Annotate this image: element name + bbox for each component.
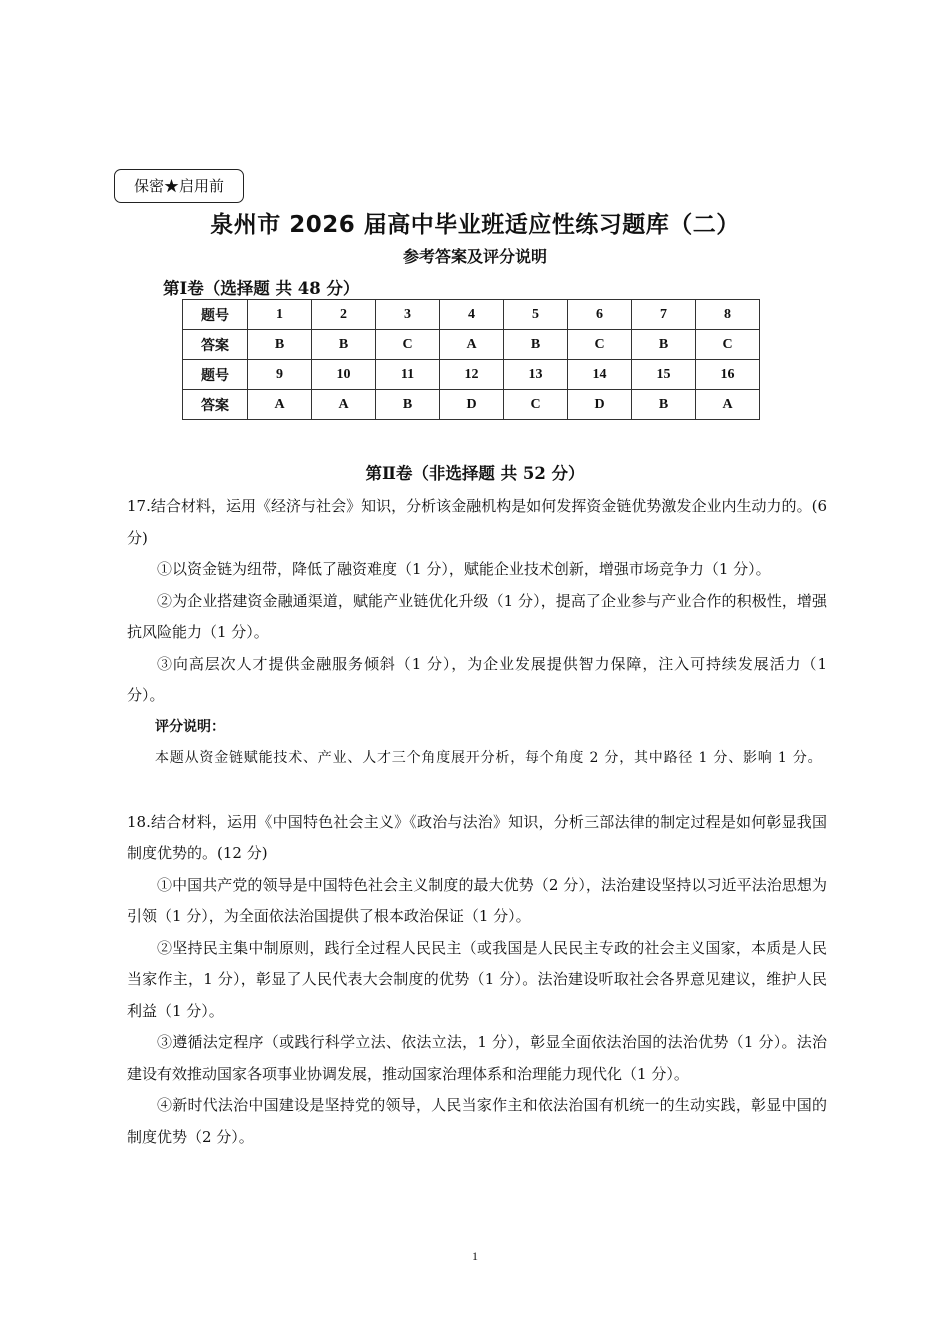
q17-point: ①以资金链为纽带，降低了融资难度（1 分），赋能企业技术创新，增强市场竞争力（1 分）。 [157,560,771,578]
section-2-title: 第Ⅱ卷（非选择题 共 52 分） [365,464,585,483]
answer-table-row-header: 答案 [183,390,248,420]
answer-table-cell: 13 [504,360,568,390]
answer-table-cell: B [376,390,440,420]
answer-table-row [183,360,760,390]
answer-table-cell: D [440,390,504,420]
answer-table-cell: D [568,390,632,420]
page-title: 泉州市 2026 届高中毕业班适应性练习题库（二） [210,212,740,238]
answer-table-row-header: 答案 [183,330,248,360]
q18-point: ①中国共产党的领导是中国特色社会主义制度的最大优势（2 分），法治建设坚持以习近平法治思想为引领（1 分），为全面依法治国提供了根本政治保证（1 分）。 [127,875,827,925]
answer-table-cell: B [632,390,696,420]
answer-table-cell: C [376,330,440,360]
page-subtitle: 参考答案及评分说明 [402,247,547,266]
q17-note-title: 评分说明： [155,718,225,735]
answer-table-cell: B [504,330,568,360]
answer-table-cell: 5 [504,300,568,330]
answer-table-row [183,330,760,360]
answer-table-row-header: 题号 [183,360,248,390]
answer-table-cell: A [248,390,312,420]
answer-table-cell: 11 [376,360,440,390]
answer-table-cell: B [632,330,696,360]
answer-table-row [183,390,760,420]
q17-point: ③向高层次人才提供金融服务倾斜（1 分），为企业发展提供智力保障，注入可持续发展活力（1 分）。 [127,654,827,704]
q18-point: ④新时代法治中国建设是坚持党的领导，人民当家作主和依法治国有机统一的生动实践，彰显中国的制度优势（2 分）。 [127,1096,827,1146]
q17-note: 本题从资金链赋能技术、产业、人才三个角度展开分析，每个角度 2 分，其中路径 1 分、影响 1 分。 [155,750,823,766]
answer-table-row-header: 题号 [183,300,248,330]
section-1-title: 第Ⅰ卷（选择题 共 48 分） [163,279,360,298]
answer-table-cell: 16 [696,360,760,390]
page-number: 1 [472,1249,478,1263]
answer-table-cell: A [696,390,760,420]
answer-table-cell: A [440,330,504,360]
answer-table-cell: A [312,390,376,420]
answer-table-cell: 2 [312,300,376,330]
answer-table-cell: 14 [568,360,632,390]
q18-point: ②坚持民主集中制原则，践行全过程人民民主（或我国是人民民主专政的社会主义国家，本质是人民当家作主，1 分），彰显了人民代表大会制度的优势（1 分）。法治建设听取社会各界意见建议，维护人民利益（1 分）。 [127,938,827,1020]
answer-table-cell: C [696,330,760,360]
answer-table-cell: B [312,330,376,360]
answer-table-cell: 8 [696,300,760,330]
confidential-stamp: 保密★启用前 [114,169,244,203]
answer-table-cell: 4 [440,300,504,330]
q17-point: ②为企业搭建资金融通渠道，赋能产业链优化升级（1 分），提高了企业参与产业合作的积极性，增强抗风险能力（1 分）。 [127,591,827,641]
answer-table-cell: 6 [568,300,632,330]
answer-table-cell: C [504,390,568,420]
answer-table-cell: 10 [312,360,376,390]
answer-table-cell: 3 [376,300,440,330]
answer-table-cell: 15 [632,360,696,390]
answer-table-cell: C [568,330,632,360]
answer-table-cell: 1 [248,300,312,330]
q17-question: 17.结合材料，运用《经济与社会》知识，分析该金融机构是如何发挥资金链优势激发企业内生动力的。(6 分) [127,497,827,547]
answer-table-cell: 12 [440,360,504,390]
answer-table [182,299,760,420]
answer-body [127,491,827,1153]
answer-table-cell: B [248,330,312,360]
q18-point: ③遵循法定程序（或践行科学立法、依法立法，1 分），彰显全面依法治国的法治优势（1 分）。法治建设有效推动国家各项事业协调发展，推动国家治理体系和治理能力现代化（1 分）。 [127,1033,827,1083]
answer-table-cell: 9 [248,360,312,390]
q18-question: 18.结合材料，运用《中国特色社会主义》《政治与法治》知识，分析三部法律的制定过程是如何彰显我国制度优势的。(12 分) [127,812,827,862]
answer-table-cell: 7 [632,300,696,330]
answer-table-row [183,300,760,330]
